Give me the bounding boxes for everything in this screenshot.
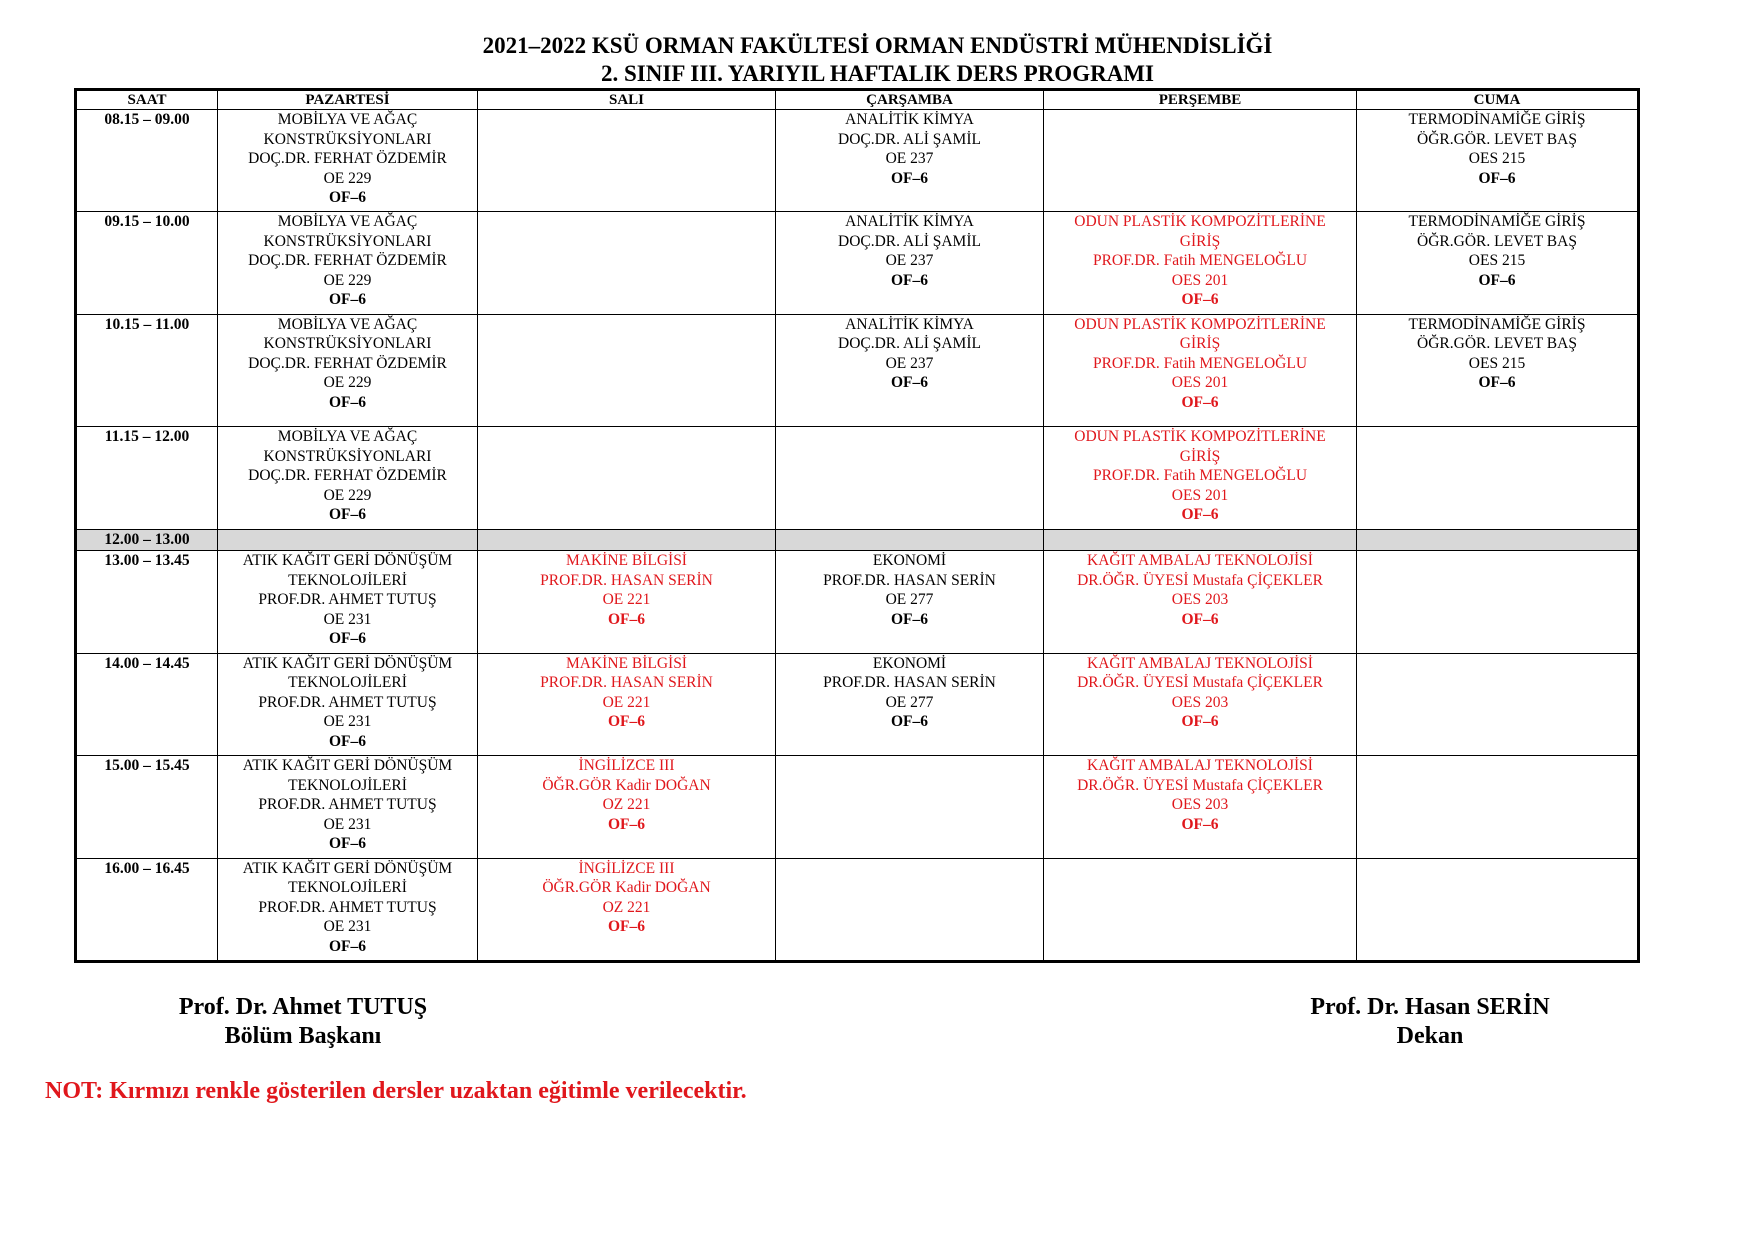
course-line: OE 237 [885, 354, 934, 372]
empty-cell [1044, 858, 1357, 961]
time-slot-row [76, 314, 1639, 426]
empty-cell [478, 427, 776, 529]
empty-cell [1357, 427, 1639, 529]
course-cell [218, 212, 478, 314]
course-code: OF–6 [890, 271, 929, 289]
empty-cell [1357, 653, 1639, 755]
course-cell [478, 858, 776, 961]
course-code: OF–6 [1181, 506, 1219, 524]
course-line: OE 277 [885, 591, 934, 609]
course-code: OF–6 [1181, 393, 1219, 411]
course-code: OF–6 [328, 835, 367, 853]
course-line: DR.ÖĞR. ÜYESİ Mustafa ÇİÇEKLER [1077, 674, 1323, 692]
course-line: OE 231 [323, 610, 372, 628]
course-line: ODUN PLASTİK KOMPOZİTLERİNE [1074, 213, 1326, 231]
course-code: OF–6 [607, 713, 646, 731]
course-line: MAKİNE BİLGİSİ [566, 552, 687, 570]
course-code: OF–6 [328, 506, 367, 524]
course-cell [218, 653, 478, 755]
course-line: TEKNOLOJİLERİ [288, 571, 407, 589]
course-line: KAĞIT AMBALAJ TEKNOLOJİSİ [1087, 757, 1313, 775]
course-line: İNGİLİZCE III [578, 859, 675, 877]
course-code: OF–6 [607, 918, 646, 936]
header-pazartesi: PAZARTESİ [218, 90, 478, 110]
course-line: OES 215 [1468, 354, 1526, 372]
course-line: OES 203 [1171, 796, 1229, 814]
empty-cell [1357, 756, 1639, 858]
course-line: OES 201 [1171, 486, 1229, 504]
course-line: DOÇ.DR. FERHAT ÖZDEMİR [248, 467, 447, 485]
course-line: OE 229 [323, 271, 372, 289]
course-line: ÖĞR.GÖR Kadir DOĞAN [542, 879, 711, 897]
page-subtitle: 2. SINIF III. YARIYIL HAFTALIK DERS PROGRAMI [601, 61, 1154, 86]
time-cell: 14.00 – 14.45 [76, 653, 218, 755]
course-line: PROF.DR. AHMET TUTUŞ [258, 898, 437, 916]
time-cell: 08.15 – 09.00 [76, 110, 218, 212]
course-cell [1357, 110, 1639, 212]
course-line: DOÇ.DR. ALİ ŞAMİL [838, 130, 981, 148]
course-code: OF–6 [1181, 610, 1219, 628]
course-line: PROF.DR. HASAN SERİN [540, 674, 713, 692]
empty-cell [478, 212, 776, 314]
course-line: OE 229 [323, 486, 372, 504]
course-line: DR.ÖĞR. ÜYESİ Mustafa ÇİÇEKLER [1077, 571, 1323, 589]
empty-cell [1357, 858, 1639, 961]
empty-cell [1044, 110, 1357, 212]
time-slot-row [76, 858, 1639, 961]
signature-dean [1290, 993, 1570, 1051]
header-sali: SALI [478, 90, 776, 110]
course-line: OE 221 [602, 693, 651, 711]
empty-cell [478, 314, 776, 426]
course-cell [776, 212, 1044, 314]
course-code: OF–6 [607, 610, 646, 628]
course-cell [1044, 427, 1357, 529]
course-line: OES 203 [1171, 693, 1229, 711]
course-line: KONSTRÜKSİYONLARI [263, 335, 432, 353]
course-code: OF–6 [328, 732, 367, 750]
schedule-table [74, 88, 1640, 963]
time-slot-row [76, 427, 1639, 529]
course-line: PROF.DR. AHMET TUTUŞ [258, 796, 437, 814]
course-line: PROF.DR. HASAN SERİN [823, 674, 996, 692]
empty-cell [478, 110, 776, 212]
course-line: TERMODİNAMİĞE GİRİŞ [1408, 111, 1586, 128]
course-line: ODUN PLASTİK KOMPOZİTLERİNE [1074, 428, 1326, 446]
course-cell [1044, 653, 1357, 755]
course-code: OF–6 [890, 374, 929, 392]
course-line: PROF.DR. Fatih MENGELOĞLU [1092, 354, 1308, 372]
time-cell: 13.00 – 13.45 [76, 551, 218, 653]
course-line: ANALİTİK KİMYA [845, 111, 974, 128]
course-code: OF–6 [1181, 815, 1219, 833]
header-carsamba: ÇARŞAMBA [776, 90, 1044, 110]
course-line: DOÇ.DR. FERHAT ÖZDEMİR [248, 354, 447, 372]
time-cell: 10.15 – 11.00 [76, 314, 218, 426]
course-line: OE 221 [602, 591, 651, 609]
course-line: GİRİŞ [1179, 447, 1221, 465]
course-line: PROF.DR. AHMET TUTUŞ [258, 693, 437, 711]
course-line: MOBİLYA VE AĞAÇ [277, 111, 418, 128]
course-line: TERMODİNAMİĞE GİRİŞ [1408, 315, 1586, 333]
course-line: KONSTRÜKSİYONLARI [263, 232, 432, 250]
signature-role: Dekan [1396, 1023, 1464, 1049]
course-line: ANALİTİK KİMYA [845, 213, 974, 231]
course-line: GİRİŞ [1179, 232, 1221, 250]
course-line: ATIK KAĞIT GERİ DÖNÜŞÜM [242, 757, 453, 775]
course-cell [478, 551, 776, 653]
course-line: KAĞIT AMBALAJ TEKNOLOJİSİ [1087, 552, 1313, 570]
course-line: ÖĞR.GÖR. LEVET BAŞ [1417, 232, 1577, 250]
course-code: OF–6 [328, 291, 367, 309]
time-slot-row [76, 551, 1639, 653]
header-row [76, 90, 1639, 110]
course-line: OE 277 [885, 693, 934, 711]
course-line: KONSTRÜKSİYONLARI [263, 130, 432, 148]
course-code: OF–6 [328, 189, 367, 206]
course-line: OE 237 [885, 150, 934, 167]
empty-cell [776, 427, 1044, 529]
course-line: GİRİŞ [1179, 335, 1221, 353]
page-title: 2021–2022 KSÜ ORMAN FAKÜLTESİ ORMAN ENDÜSTRİ MÜHENDİSLİĞİ [482, 33, 1273, 58]
empty-cell [1357, 551, 1639, 653]
course-line: EKONOMİ [872, 654, 947, 672]
course-line: MOBİLYA VE AĞAÇ [277, 428, 418, 446]
course-code: OF–6 [890, 713, 929, 731]
course-line: TERMODİNAMİĞE GİRİŞ [1408, 213, 1586, 231]
time-slot-row [76, 212, 1639, 314]
course-line: ÖĞR.GÖR Kadir DOĞAN [542, 776, 711, 794]
course-line: ATIK KAĞIT GERİ DÖNÜŞÜM [242, 552, 453, 570]
course-line: TEKNOLOJİLERİ [288, 776, 407, 794]
course-cell [218, 756, 478, 858]
time-cell: 12.00 – 13.00 [76, 529, 218, 551]
course-line: MOBİLYA VE AĞAÇ [277, 213, 418, 231]
course-line: İNGİLİZCE III [578, 757, 675, 775]
signature-department-head [168, 993, 438, 1051]
course-line: TEKNOLOJİLERİ [288, 879, 407, 897]
time-cell: 09.15 – 10.00 [76, 212, 218, 314]
course-code: OF–6 [1181, 291, 1219, 309]
empty-cell [1357, 529, 1639, 551]
course-cell [218, 427, 478, 529]
course-line: OES 201 [1171, 271, 1229, 289]
course-line: DOÇ.DR. ALİ ŞAMİL [838, 335, 981, 353]
course-line: DOÇ.DR. FERHAT ÖZDEMİR [248, 150, 447, 167]
course-line: TEKNOLOJİLERİ [288, 674, 407, 692]
course-cell [478, 756, 776, 858]
course-line: DOÇ.DR. ALİ ŞAMİL [838, 232, 981, 250]
course-cell [478, 653, 776, 755]
course-cell [776, 314, 1044, 426]
course-line: OZ 221 [602, 898, 651, 916]
course-line: OE 231 [323, 713, 372, 731]
course-cell [218, 858, 478, 961]
signature-name: Prof. Dr. Ahmet TUTUŞ [178, 994, 428, 1020]
course-code: OF–6 [328, 937, 367, 955]
course-line: OES 201 [1171, 374, 1229, 392]
course-code: OF–6 [1478, 374, 1516, 392]
course-line: ÖĞR.GÖR. LEVET BAŞ [1417, 335, 1577, 353]
course-line: MOBİLYA VE AĞAÇ [277, 315, 418, 333]
course-cell [776, 551, 1044, 653]
time-cell: 11.15 – 12.00 [76, 427, 218, 529]
course-line: OE 231 [323, 918, 372, 936]
course-line: DR.ÖĞR. ÜYESİ Mustafa ÇİÇEKLER [1077, 776, 1323, 794]
header-cuma: CUMA [1357, 90, 1639, 110]
course-cell [1357, 314, 1639, 426]
course-line: OZ 221 [602, 796, 651, 814]
course-line: ATIK KAĞIT GERİ DÖNÜŞÜM [242, 654, 453, 672]
course-line: OES 215 [1468, 150, 1526, 167]
signature-name: Prof. Dr. Hasan SERİN [1310, 994, 1550, 1020]
course-line: OES 215 [1468, 252, 1526, 270]
course-line: KONSTRÜKSİYONLARI [263, 447, 432, 465]
course-code: OF–6 [890, 169, 929, 187]
course-line: ÖĞR.GÖR. LEVET BAŞ [1417, 130, 1577, 148]
time-slot-row [76, 653, 1639, 755]
course-cell [1044, 212, 1357, 314]
course-cell [776, 653, 1044, 755]
course-line: PROF.DR. Fatih MENGELOĞLU [1092, 467, 1308, 485]
empty-cell [478, 529, 776, 551]
time-cell: 15.00 – 15.45 [76, 756, 218, 858]
course-code: OF–6 [1478, 271, 1516, 289]
course-line: OES 203 [1171, 591, 1229, 609]
course-cell [1044, 314, 1357, 426]
course-cell [218, 551, 478, 653]
empty-cell [218, 529, 478, 551]
course-line: PROF.DR. HASAN SERİN [823, 571, 996, 589]
course-line: OE 237 [885, 252, 934, 270]
course-line: DOÇ.DR. FERHAT ÖZDEMİR [248, 252, 447, 270]
course-code: OF–6 [607, 815, 646, 833]
course-cell [1044, 756, 1357, 858]
empty-cell [776, 858, 1044, 961]
course-line: ATIK KAĞIT GERİ DÖNÜŞÜM [242, 859, 453, 877]
course-code: OF–6 [890, 610, 929, 628]
signature-role: Bölüm Başkanı [224, 1023, 382, 1049]
course-line: PROF.DR. HASAN SERİN [540, 571, 713, 589]
course-cell [776, 110, 1044, 212]
remote-education-note: NOT: Kırmızı renkle gösterilen dersler uzaktan eğitimle verilecektir. [45, 1078, 747, 1104]
course-line: ANALİTİK KİMYA [845, 315, 974, 333]
course-code: OF–6 [1181, 713, 1219, 731]
time-slot-row [76, 756, 1639, 858]
lunch-row [76, 529, 1639, 551]
course-code: OF–6 [328, 393, 367, 411]
course-code: OF–6 [1478, 169, 1516, 187]
header-saat: SAAT [76, 90, 218, 110]
course-line: OE 229 [323, 374, 372, 392]
course-line: PROF.DR. Fatih MENGELOĞLU [1092, 252, 1308, 270]
header-persembe: PERŞEMBE [1044, 90, 1357, 110]
course-line: KAĞIT AMBALAJ TEKNOLOJİSİ [1087, 654, 1313, 672]
empty-cell [776, 529, 1044, 551]
time-cell: 16.00 – 16.45 [76, 858, 218, 961]
empty-cell [1044, 529, 1357, 551]
course-line: ODUN PLASTİK KOMPOZİTLERİNE [1074, 315, 1326, 333]
course-line: OE 231 [323, 815, 372, 833]
course-cell [218, 110, 478, 212]
course-line: EKONOMİ [872, 552, 947, 570]
course-line: OE 229 [323, 169, 372, 187]
course-cell [1357, 212, 1639, 314]
course-code: OF–6 [328, 630, 367, 648]
time-slot-row [76, 110, 1639, 212]
course-cell [218, 314, 478, 426]
empty-cell [776, 756, 1044, 858]
course-line: PROF.DR. AHMET TUTUŞ [258, 591, 437, 609]
course-cell [1044, 551, 1357, 653]
course-line: MAKİNE BİLGİSİ [566, 654, 687, 672]
